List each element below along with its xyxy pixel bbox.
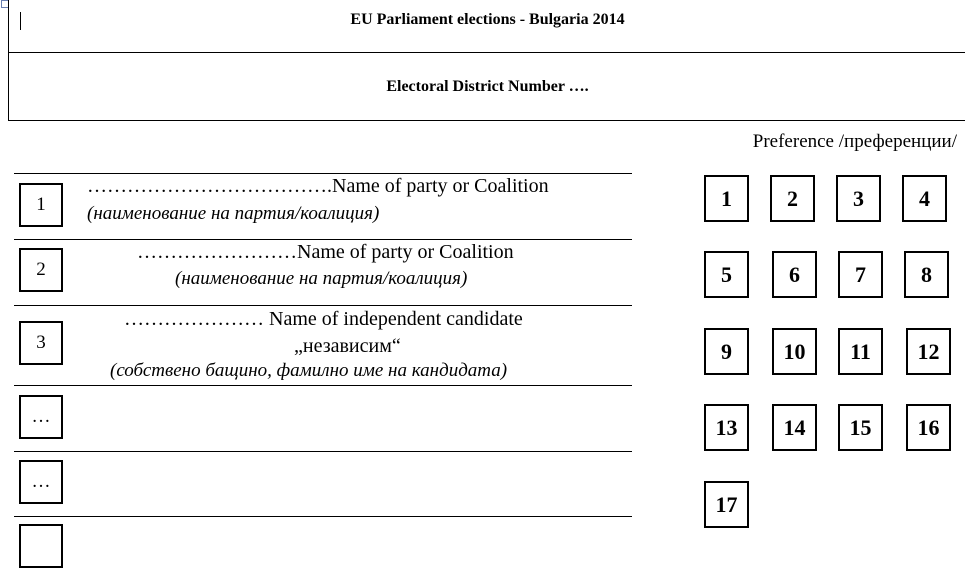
party-name-subtitle: (наименование на партия/коалиция) xyxy=(175,268,468,289)
preference-box-9[interactable]: 9 xyxy=(704,328,749,375)
preference-box-17[interactable]: 17 xyxy=(704,481,749,528)
preference-box-5[interactable]: 5 xyxy=(704,251,749,298)
preference-box-16[interactable]: 16 xyxy=(906,404,951,451)
preference-box-8[interactable]: 8 xyxy=(904,251,949,298)
row-divider xyxy=(14,305,632,306)
row-divider xyxy=(14,239,632,240)
preference-box-14[interactable]: 14 xyxy=(772,404,817,451)
ballot-number-box[interactable]: … xyxy=(19,460,63,504)
ballot-number-box[interactable]: 3 xyxy=(19,321,63,365)
preference-box-10[interactable]: 10 xyxy=(772,328,817,375)
preference-box-3[interactable]: 3 xyxy=(836,175,881,222)
electoral-district-label: Electoral District Number …. xyxy=(386,78,589,95)
preference-box-4[interactable]: 4 xyxy=(902,175,947,222)
party-name-subtitle: (наименование на партия/коалиция) xyxy=(87,203,380,224)
preference-box-7[interactable]: 7 xyxy=(838,251,883,298)
ballot-number-box[interactable]: 1 xyxy=(19,183,63,227)
party-name-line: ……………………Name of party or Coalition xyxy=(137,241,514,263)
ballot-number-box[interactable] xyxy=(19,524,63,568)
preference-box-6[interactable]: 6 xyxy=(772,251,817,298)
independent-label: „независим“ xyxy=(294,335,401,357)
election-title: EU Parliament elections - Bulgaria 2014 xyxy=(350,11,625,28)
preference-box-13[interactable]: 13 xyxy=(704,404,749,451)
row-divider xyxy=(14,385,632,386)
party-name-line: ……………………………….Name of party or Coalition xyxy=(87,175,549,197)
candidate-name-subtitle: (собствено бащино, фамилно име на кандидата) xyxy=(110,360,508,381)
preference-box-2[interactable]: 2 xyxy=(770,175,815,222)
row-divider xyxy=(14,451,632,452)
row-divider xyxy=(14,516,632,517)
preference-box-12[interactable]: 12 xyxy=(906,328,951,375)
preference-label: Preference /преференции/ xyxy=(752,131,957,152)
preference-box-11[interactable]: 11 xyxy=(838,328,883,375)
preference-box-1[interactable]: 1 xyxy=(704,175,749,222)
ballot-number-box[interactable]: … xyxy=(19,395,63,439)
row-divider xyxy=(14,173,632,174)
candidate-name-line: ………………… Name of independent candidate xyxy=(124,308,523,330)
preference-box-15[interactable]: 15 xyxy=(838,404,883,451)
ballot-number-box[interactable]: 2 xyxy=(19,248,63,292)
header-divider xyxy=(8,52,965,53)
